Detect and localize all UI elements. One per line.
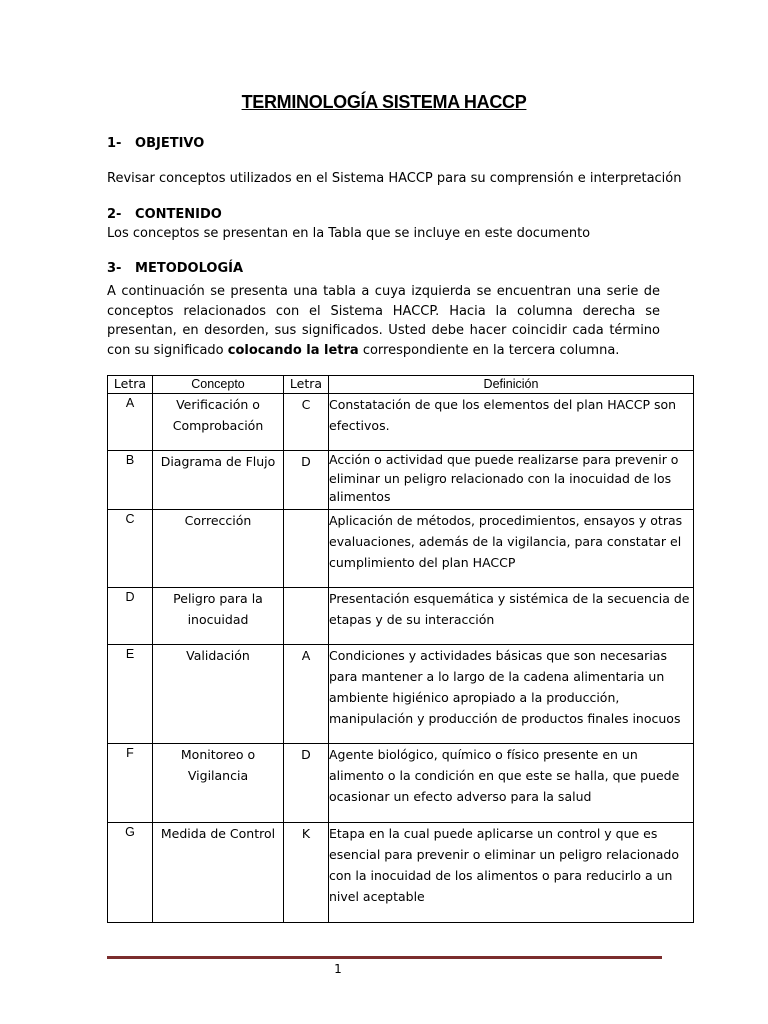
- page-number: 1: [334, 962, 342, 976]
- row-definicion: Agente biológico, químico o físico presente en un alimento o la condición en que este se halla, que puede ocasionar un efecto adverso para la salud: [329, 744, 694, 823]
- table-header-row: [108, 376, 694, 394]
- row-letra: B: [108, 451, 153, 510]
- table-row: [108, 394, 694, 451]
- table-row: [108, 510, 694, 588]
- body-bold-text: colocando la letra: [227, 342, 359, 358]
- section-number: 2-: [107, 207, 122, 222]
- section-heading: METODOLOGÍA: [135, 261, 244, 276]
- row-concepto: Monitoreo o Vigilancia: [153, 744, 284, 823]
- section-heading: CONTENIDO: [135, 207, 222, 222]
- row-definicion: Acción o actividad que puede realizarse para prevenir o eliminar un peligro relacionado con la inocuidad de los alimentos: [329, 451, 694, 510]
- row-definicion: Etapa en la cual puede aplicarse un control y que es esencial para prevenir o eliminar un peligro relacionado con la inocuidad de los alimentos o para reducirlo a un nivel aceptable: [329, 823, 694, 923]
- row-definicion: Aplicación de métodos, procedimientos, ensayos y otras evaluaciones, además de la vigilancia, para constatar el cumplimiento del plan HACCP: [329, 510, 694, 588]
- table-row: [108, 588, 694, 645]
- row-letra: A: [108, 394, 153, 451]
- row-answer[interactable]: K: [284, 823, 329, 923]
- row-letra: G: [108, 823, 153, 923]
- row-answer[interactable]: D: [284, 451, 329, 510]
- row-definicion: Presentación esquemática y sistémica de la secuencia de etapas y de su interacción: [329, 588, 694, 645]
- row-letra: E: [108, 645, 153, 744]
- section-contenido-body: Los conceptos se presentan en la Tabla que se incluye en este documento: [107, 226, 591, 241]
- body-text: A continuación se presenta una tabla a cuya izquierda se encuentran una serie de conceptos relacionados con el Sistema HACCP. Hacia la columna derecha se presentan, en desorden, sus significados. Usted debe hacer coincidir cada término con su significado: [107, 284, 660, 358]
- terminology-table: [107, 375, 694, 923]
- section-number: 1-: [107, 136, 122, 151]
- table-row: [108, 451, 694, 510]
- row-definicion: Condiciones y actividades básicas que son necesarias para mantener a lo largo de la cadena alimentaria un ambiente higiénico apropiado a la producción, manipulación y producción de productos finales inocuos: [329, 645, 694, 744]
- section-metodologia-heading: [107, 261, 243, 277]
- header-letra-respuesta: Letra: [284, 376, 329, 394]
- section-objetivo-heading: [107, 136, 204, 152]
- row-concepto: Diagrama de Flujo: [153, 451, 284, 510]
- row-concepto: Corrección: [153, 510, 284, 588]
- row-definicion: Constatación de que los elementos del plan HACCP son efectivos.: [329, 394, 694, 451]
- row-letra: D: [108, 588, 153, 645]
- header-definicion: Definición: [329, 376, 694, 394]
- row-concepto: Validación: [153, 645, 284, 744]
- header-concepto: Concepto: [153, 376, 284, 394]
- section-number: 3-: [107, 261, 122, 276]
- row-answer[interactable]: D: [284, 744, 329, 823]
- row-answer[interactable]: A: [284, 645, 329, 744]
- row-answer[interactable]: [284, 510, 329, 588]
- row-letra: C: [108, 510, 153, 588]
- table-row: [108, 645, 694, 744]
- row-concepto: Verificación o Comprobación: [153, 394, 284, 451]
- table-row: [108, 823, 694, 923]
- section-heading: OBJETIVO: [135, 136, 205, 151]
- table-row: [108, 744, 694, 823]
- document-title: TERMINOLOGÍA SISTEMA HACCP: [241, 92, 527, 112]
- section-contenido-heading: [107, 207, 222, 223]
- row-answer[interactable]: [284, 588, 329, 645]
- row-answer[interactable]: C: [284, 394, 329, 451]
- section-objetivo-body: Revisar conceptos utilizados en el Sistema HACCP para su comprensión e interpretación: [107, 171, 682, 186]
- row-concepto: Medida de Control: [153, 823, 284, 923]
- footer-rule: [107, 956, 662, 959]
- header-letra: Letra: [108, 376, 153, 394]
- section-metodologia-body: [107, 282, 660, 360]
- row-concepto: Peligro para la inocuidad: [153, 588, 284, 645]
- row-letra: F: [108, 744, 153, 823]
- body-text-end: correspondiente en la tercera columna.: [358, 342, 620, 358]
